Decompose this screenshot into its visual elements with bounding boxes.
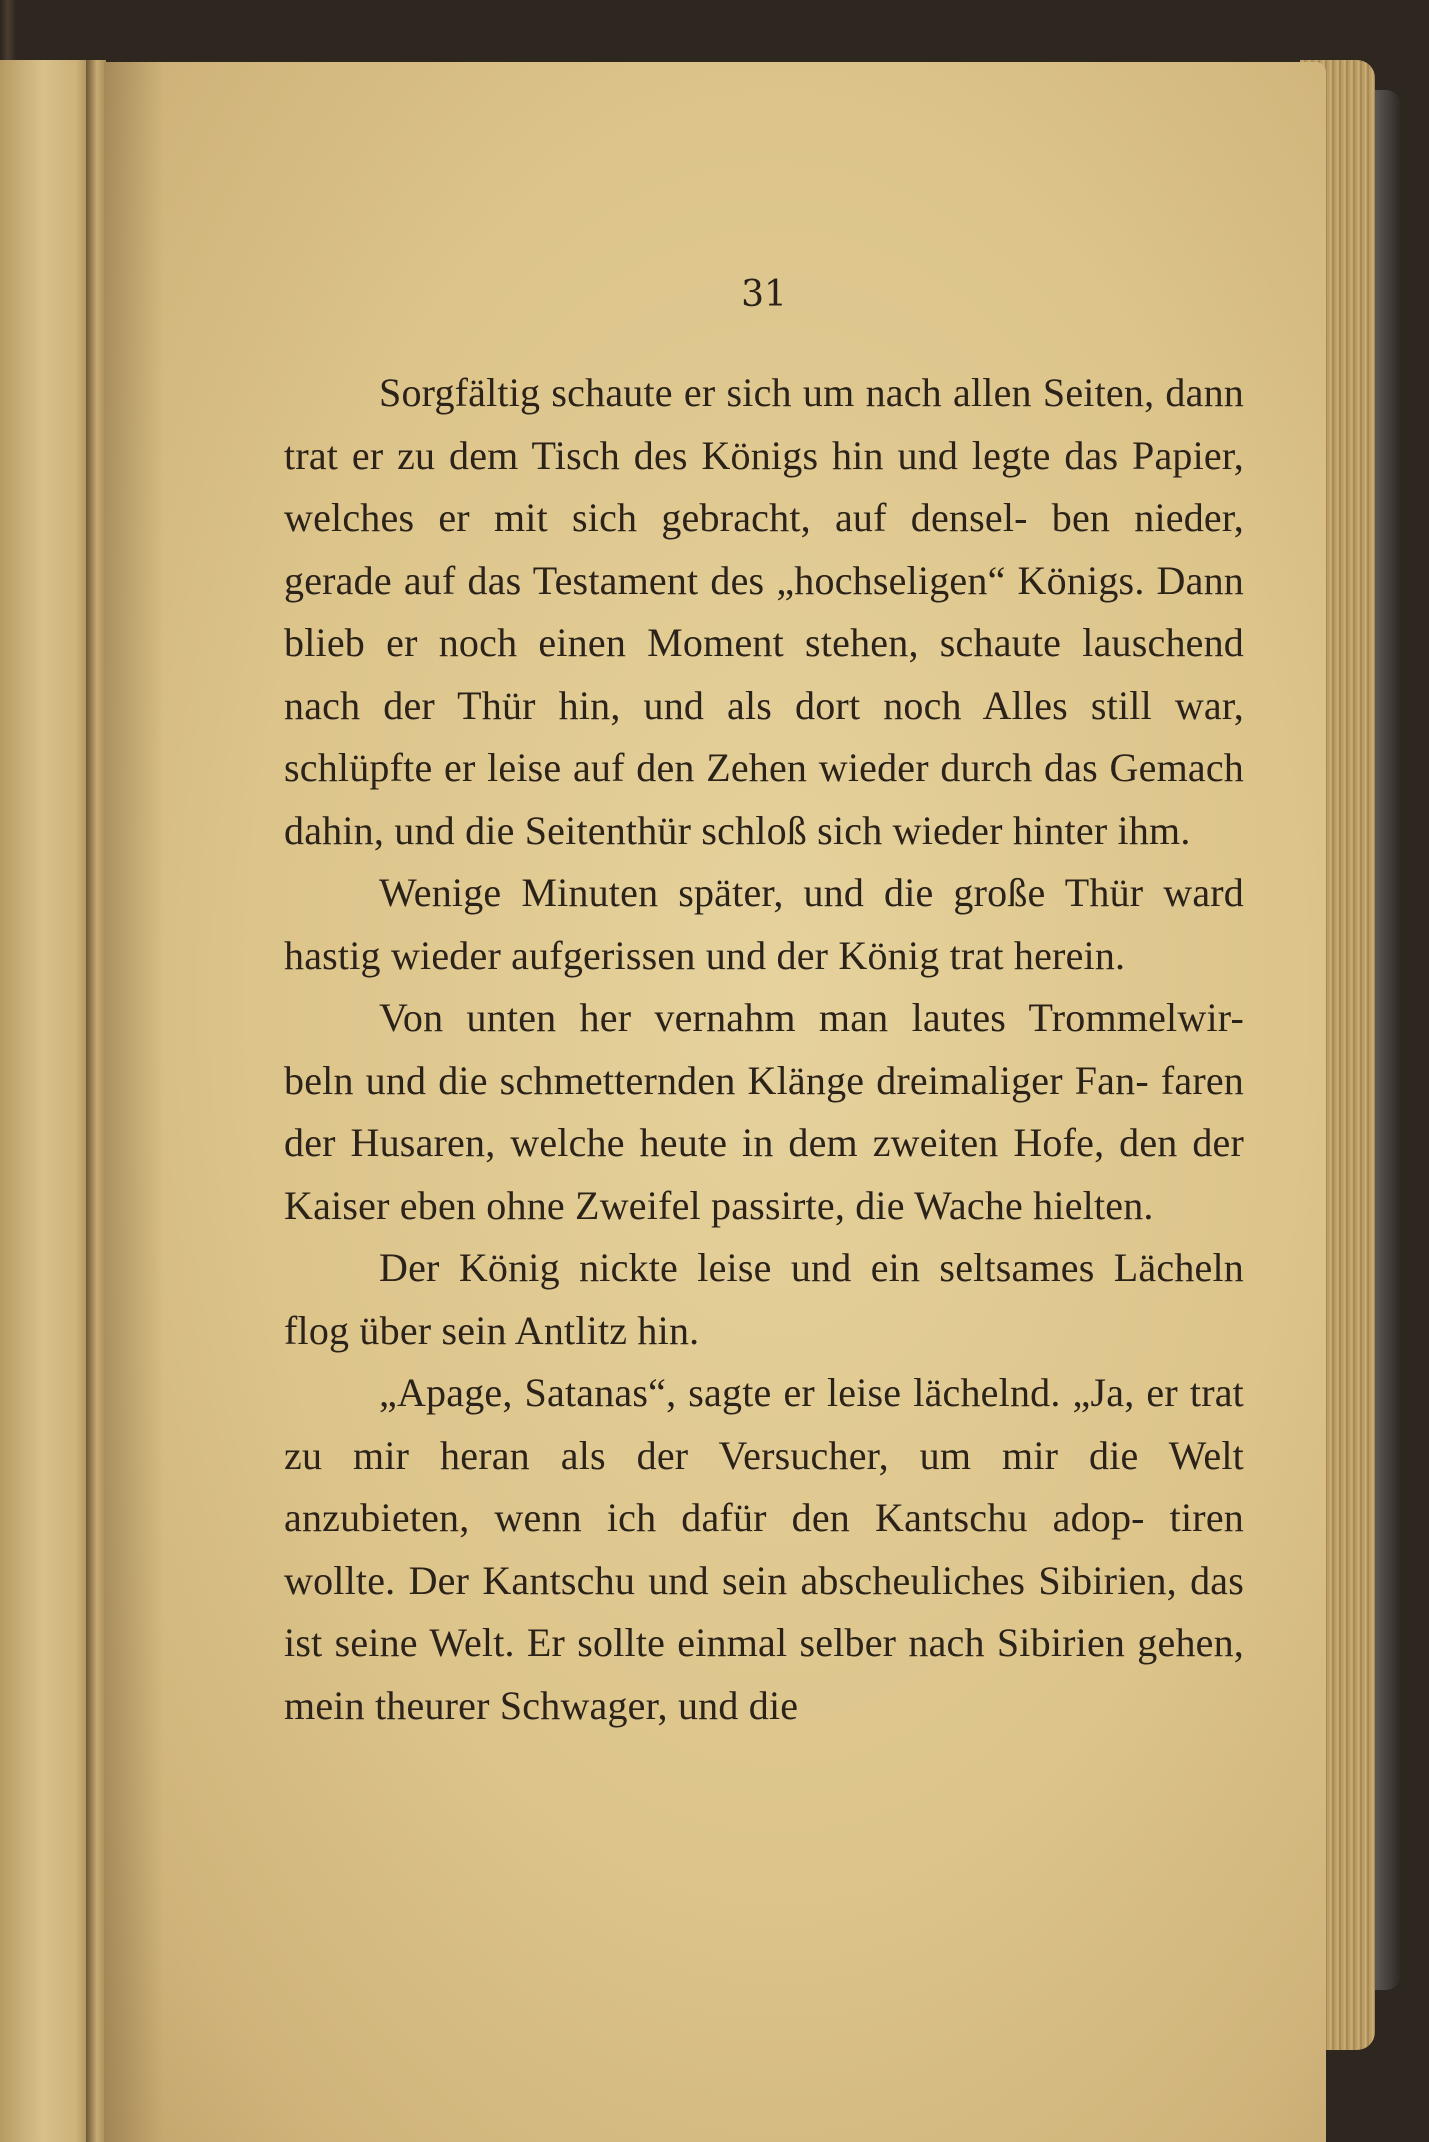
paragraph-5: „Apage, Satanas“, sagte er leise lächelnd. „Ja, er trat zu mir heran als der Versucher, um mir die Welt anzubieten, wenn ich dafür den Kantschu adop- tiren wollte. Der Kantschu und sein abscheuliches Sibirien, das ist seine Welt. Er sollte einmal selber nach Sibirien gehen, mein theurer Schwager, und die xyxy=(284,1370,1244,1728)
paragraph-3: Von unten her vernahm man lautes Trommelwir- beln und die schmetternden Klänge dreimaliger Fan- faren der Husaren, welche heute in dem zweiten Hofe, den der Kaiser eben ohne Zweifel passirte, die Wache hielten. xyxy=(284,995,1244,1228)
page-number: 31 xyxy=(741,274,787,315)
paragraph-4: Der König nickte leise und ein seltsames Lächeln flog über sein Antlitz hin. xyxy=(284,1245,1244,1353)
book-gutter xyxy=(86,60,106,2142)
paragraph-2: Wenige Minuten später, und die große Thür ward hastig wieder aufgerissen und der König trat herein. xyxy=(284,870,1244,978)
paragraph-1: Sorgfältig schaute er sich um nach allen Seiten, dann trat er zu dem Tisch des Königs hin und legte das Papier, welches er mit sich gebracht, auf densel- ben nieder, gerade auf das Testament des „hochseligen“ Königs. Dann blieb er noch einen Moment stehen, schaute lauschend nach der Thür hin, und als dort noch Alles still war, schlüpfte er leise auf den Zehen wieder durch das Gemach dahin, und die Seitenthür schloß sich wieder hinter ihm. xyxy=(284,370,1244,853)
left-page-edge xyxy=(0,60,95,2142)
book-page xyxy=(104,62,1326,2142)
body-text xyxy=(284,362,1244,1737)
